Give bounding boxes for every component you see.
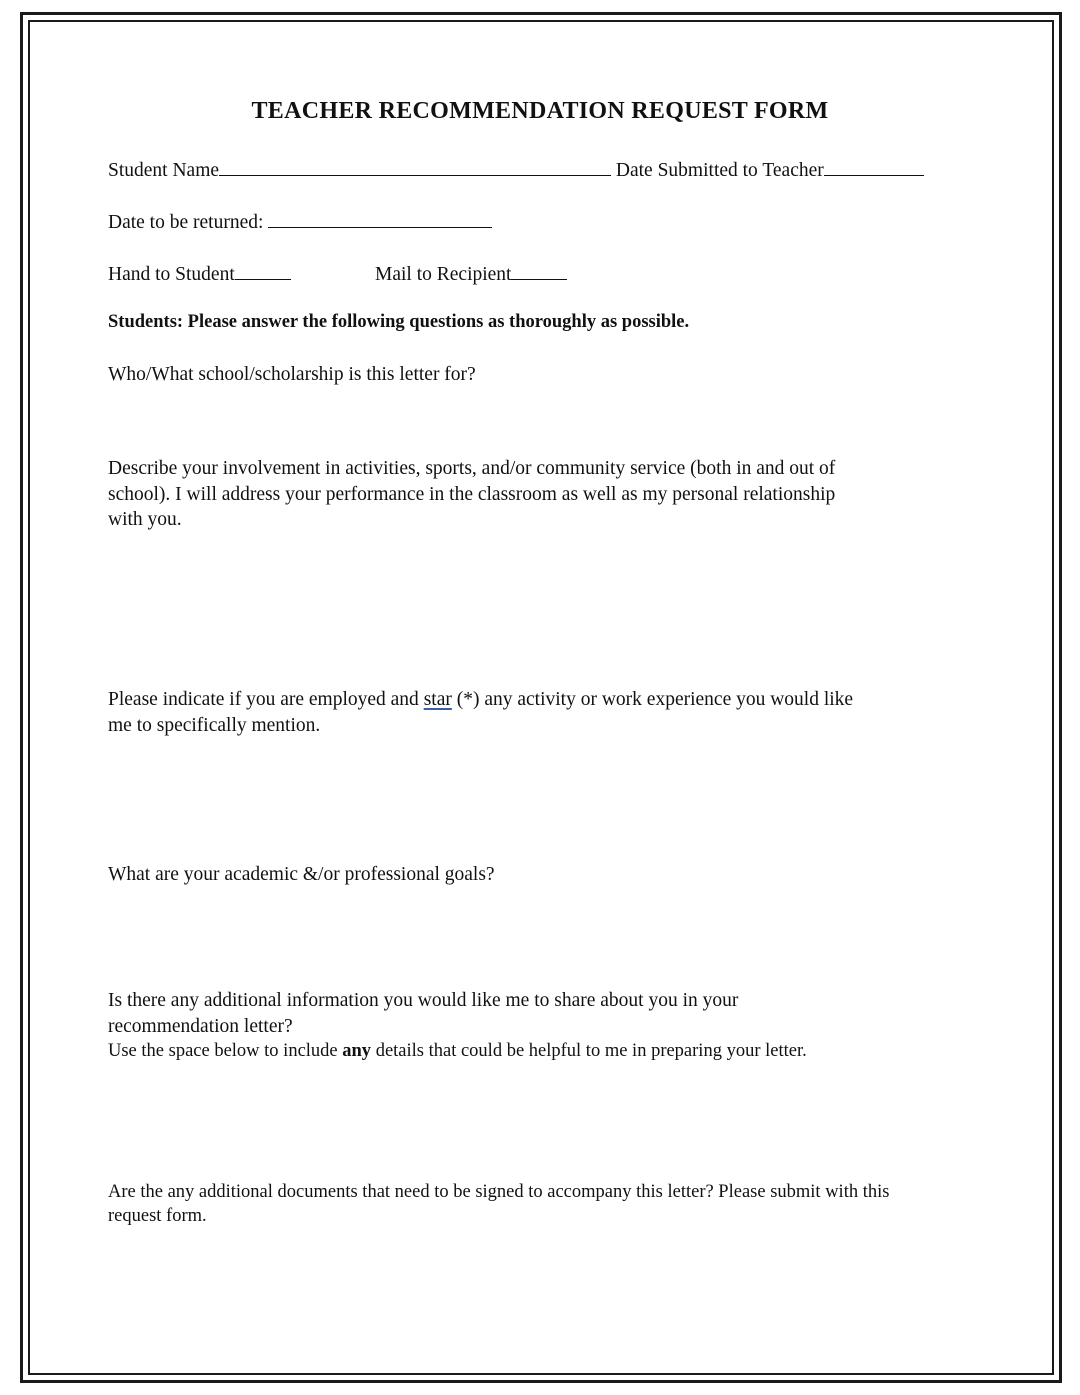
question-employment-line1 — [108, 687, 853, 713]
answer-area-goals[interactable] — [108, 892, 968, 982]
question-involvement-line2: school). I will address your performance in the classroom as well as my personal relationship — [108, 483, 836, 505]
answer-area-documents[interactable] — [108, 1235, 968, 1355]
answer-area-school-scholarship[interactable] — [108, 392, 968, 452]
date-returned-label: Date to be returned: — [108, 212, 269, 233]
question-additional-info-bold: any — [342, 1041, 372, 1061]
question-employment-line2: me to specifically mention. — [108, 714, 321, 736]
question-additional-info — [108, 988, 807, 1065]
question-additional-info-line1: Is there any additional information you would like me to share about you in your — [108, 990, 739, 1011]
question-additional-info-text-a: Use the space below to include — [108, 1041, 343, 1061]
question-additional-info-line3 — [108, 1039, 807, 1065]
student-name-field[interactable] — [219, 156, 611, 176]
mail-to-recipient-label: Mail to Recipient — [375, 264, 512, 285]
question-school-scholarship: Who/What school/scholarship is this letter for? — [108, 364, 476, 385]
question-documents — [108, 1180, 889, 1228]
hand-to-student-field[interactable] — [235, 260, 291, 280]
question-employment — [108, 687, 853, 738]
date-returned-field[interactable] — [268, 208, 492, 228]
answer-area-additional-info[interactable] — [108, 1070, 968, 1175]
student-name-label: Student Name — [108, 160, 220, 181]
question-goals: What are your academic &/or professional goals? — [108, 864, 495, 885]
question-involvement-line1: Describe your involvement in activities, sports, and/or community service (both in and out of — [108, 458, 836, 479]
answer-area-involvement[interactable] — [108, 540, 968, 680]
question-documents-line1: Are the any additional documents that need to be signed to accompany this letter? Please submit with this — [108, 1182, 890, 1202]
question-additional-info-text-b: details that could be helpful to me in preparing your letter. — [371, 1041, 807, 1061]
date-submitted-field[interactable] — [824, 156, 924, 176]
question-employment-text-b: (*) any activity or work experience you would like — [451, 689, 854, 710]
answer-area-employment[interactable] — [108, 745, 968, 855]
mail-to-recipient-field[interactable] — [511, 260, 567, 280]
date-submitted-label: Date Submitted to Teacher — [615, 160, 824, 181]
form-title: TEACHER RECOMMENDATION REQUEST FORM — [251, 98, 829, 124]
question-additional-info-line2: recommendation letter? — [108, 1015, 293, 1037]
date-returned-row — [108, 208, 492, 235]
question-involvement — [108, 456, 835, 533]
question-employment-text-a: Please indicate if you are employed and — [108, 689, 424, 710]
hand-to-student-label: Hand to Student — [108, 264, 235, 285]
instructions-text: Students: Please answer the following questions as thoroughly as possible. — [108, 312, 690, 332]
student-name-row — [108, 156, 924, 183]
mail-option-row — [375, 260, 567, 287]
question-involvement-line3: with you. — [108, 509, 182, 530]
question-documents-line2: request form. — [108, 1206, 207, 1226]
delivery-options-row — [108, 260, 291, 287]
star-word: star — [423, 689, 452, 710]
